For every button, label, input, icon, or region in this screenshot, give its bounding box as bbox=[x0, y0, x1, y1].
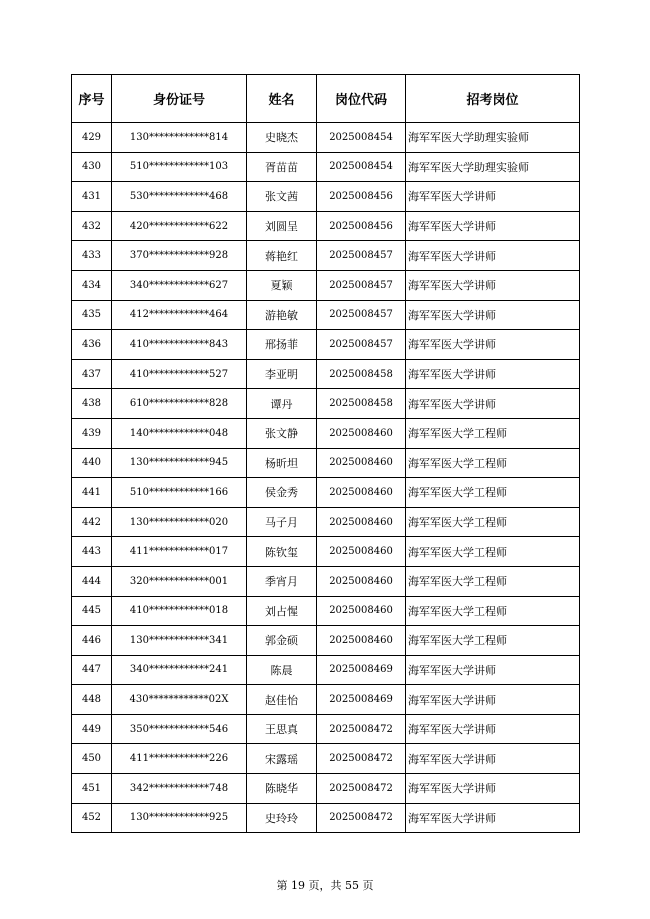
header-position-code: 岗位代码 bbox=[317, 75, 406, 123]
cell-seq: 434 bbox=[72, 270, 112, 300]
cell-id-number: 130************341 bbox=[112, 626, 247, 656]
header-name: 姓名 bbox=[247, 75, 317, 123]
cell-position-code: 2025008457 bbox=[317, 300, 406, 330]
cell-position: 海军军医大学讲师 bbox=[406, 744, 580, 774]
cell-id-number: 411************226 bbox=[112, 744, 247, 774]
table-row bbox=[72, 152, 580, 182]
cell-seq: 437 bbox=[72, 359, 112, 389]
cell-seq: 451 bbox=[72, 774, 112, 804]
cell-position-code: 2025008457 bbox=[317, 270, 406, 300]
cell-position: 海军军医大学讲师 bbox=[406, 211, 580, 241]
cell-position: 海军军医大学讲师 bbox=[406, 359, 580, 389]
table-row bbox=[72, 507, 580, 537]
cell-seq: 433 bbox=[72, 241, 112, 271]
table-body bbox=[72, 123, 580, 833]
cell-id-number: 510************103 bbox=[112, 152, 247, 182]
cell-name: 史玲玲 bbox=[247, 803, 317, 833]
table-row bbox=[72, 774, 580, 804]
cell-position: 海军军医大学工程师 bbox=[406, 626, 580, 656]
cell-position: 海军军医大学工程师 bbox=[406, 537, 580, 567]
cell-position-code: 2025008472 bbox=[317, 803, 406, 833]
cell-seq: 448 bbox=[72, 685, 112, 715]
table-header-row bbox=[72, 75, 580, 123]
cell-position: 海军军医大学助理实验师 bbox=[406, 152, 580, 182]
table-row bbox=[72, 596, 580, 626]
table-row bbox=[72, 448, 580, 478]
cell-position: 海军军医大学讲师 bbox=[406, 330, 580, 360]
cell-seq: 445 bbox=[72, 596, 112, 626]
cell-position-code: 2025008469 bbox=[317, 655, 406, 685]
cell-name: 郭金硕 bbox=[247, 626, 317, 656]
page-footer: 第 19 页，共 55 页 bbox=[276, 879, 374, 892]
cell-seq: 435 bbox=[72, 300, 112, 330]
cell-id-number: 510************166 bbox=[112, 478, 247, 508]
cell-position: 海军军医大学讲师 bbox=[406, 714, 580, 744]
cell-id-number: 130************814 bbox=[112, 123, 247, 153]
cell-seq: 444 bbox=[72, 566, 112, 596]
cell-name: 刘占惺 bbox=[247, 596, 317, 626]
cell-position-code: 2025008472 bbox=[317, 744, 406, 774]
cell-position-code: 2025008460 bbox=[317, 448, 406, 478]
header-id-number: 身份证号 bbox=[112, 75, 247, 123]
cell-position: 海军军医大学讲师 bbox=[406, 389, 580, 419]
cell-position-code: 2025008460 bbox=[317, 418, 406, 448]
cell-name: 游艳敏 bbox=[247, 300, 317, 330]
cell-position: 海军军医大学工程师 bbox=[406, 566, 580, 596]
cell-position-code: 2025008460 bbox=[317, 626, 406, 656]
cell-id-number: 610************828 bbox=[112, 389, 247, 419]
cell-seq: 430 bbox=[72, 152, 112, 182]
cell-seq: 440 bbox=[72, 448, 112, 478]
cell-name: 李亚明 bbox=[247, 359, 317, 389]
cell-name: 宋露瑶 bbox=[247, 744, 317, 774]
cell-name: 胥苗苗 bbox=[247, 152, 317, 182]
cell-position-code: 2025008460 bbox=[317, 507, 406, 537]
table-row bbox=[72, 803, 580, 833]
cell-name: 陈晓华 bbox=[247, 774, 317, 804]
cell-name: 赵佳怡 bbox=[247, 685, 317, 715]
cell-position: 海军军医大学助理实验师 bbox=[406, 123, 580, 153]
cell-position-code: 2025008472 bbox=[317, 774, 406, 804]
cell-name: 季宵月 bbox=[247, 566, 317, 596]
cell-position-code: 2025008458 bbox=[317, 389, 406, 419]
cell-seq: 442 bbox=[72, 507, 112, 537]
cell-seq: 450 bbox=[72, 744, 112, 774]
candidate-table bbox=[71, 74, 580, 833]
header-position: 招考岗位 bbox=[406, 75, 580, 123]
cell-seq: 449 bbox=[72, 714, 112, 744]
cell-id-number: 130************925 bbox=[112, 803, 247, 833]
cell-name: 马子月 bbox=[247, 507, 317, 537]
cell-id-number: 140************048 bbox=[112, 418, 247, 448]
cell-name: 王思真 bbox=[247, 714, 317, 744]
cell-name: 夏颖 bbox=[247, 270, 317, 300]
cell-position: 海军军医大学工程师 bbox=[406, 596, 580, 626]
cell-id-number: 130************020 bbox=[112, 507, 247, 537]
table-row bbox=[72, 300, 580, 330]
cell-position: 海军军医大学工程师 bbox=[406, 507, 580, 537]
cell-id-number: 350************546 bbox=[112, 714, 247, 744]
cell-id-number: 342************748 bbox=[112, 774, 247, 804]
cell-position-code: 2025008454 bbox=[317, 152, 406, 182]
cell-id-number: 410************527 bbox=[112, 359, 247, 389]
cell-position-code: 2025008456 bbox=[317, 211, 406, 241]
cell-position: 海军军医大学讲师 bbox=[406, 241, 580, 271]
table-row bbox=[72, 685, 580, 715]
table-row bbox=[72, 359, 580, 389]
table-row bbox=[72, 182, 580, 212]
cell-position-code: 2025008460 bbox=[317, 596, 406, 626]
cell-id-number: 130************945 bbox=[112, 448, 247, 478]
cell-name: 陈钦玺 bbox=[247, 537, 317, 567]
table-row bbox=[72, 537, 580, 567]
table-row bbox=[72, 714, 580, 744]
cell-seq: 441 bbox=[72, 478, 112, 508]
cell-position-code: 2025008460 bbox=[317, 478, 406, 508]
cell-id-number: 530************468 bbox=[112, 182, 247, 212]
cell-name: 张文茜 bbox=[247, 182, 317, 212]
cell-position: 海军军医大学讲师 bbox=[406, 655, 580, 685]
cell-seq: 431 bbox=[72, 182, 112, 212]
header-seq: 序号 bbox=[72, 75, 112, 123]
cell-position-code: 2025008460 bbox=[317, 566, 406, 596]
cell-id-number: 320************001 bbox=[112, 566, 247, 596]
cell-position: 海军军医大学讲师 bbox=[406, 182, 580, 212]
table-row bbox=[72, 566, 580, 596]
cell-seq: 443 bbox=[72, 537, 112, 567]
cell-position-code: 2025008456 bbox=[317, 182, 406, 212]
cell-id-number: 412************464 bbox=[112, 300, 247, 330]
cell-seq: 447 bbox=[72, 655, 112, 685]
cell-id-number: 340************627 bbox=[112, 270, 247, 300]
cell-seq: 439 bbox=[72, 418, 112, 448]
cell-id-number: 340************241 bbox=[112, 655, 247, 685]
cell-name: 邢扬菲 bbox=[247, 330, 317, 360]
cell-seq: 429 bbox=[72, 123, 112, 153]
cell-position: 海军军医大学讲师 bbox=[406, 270, 580, 300]
table-row bbox=[72, 270, 580, 300]
cell-position-code: 2025008457 bbox=[317, 241, 406, 271]
cell-position: 海军军医大学工程师 bbox=[406, 448, 580, 478]
table-row bbox=[72, 123, 580, 153]
table-row bbox=[72, 655, 580, 685]
cell-seq: 438 bbox=[72, 389, 112, 419]
cell-position-code: 2025008457 bbox=[317, 330, 406, 360]
cell-seq: 452 bbox=[72, 803, 112, 833]
cell-id-number: 420************622 bbox=[112, 211, 247, 241]
cell-name: 陈晨 bbox=[247, 655, 317, 685]
cell-name: 刘圆呈 bbox=[247, 211, 317, 241]
cell-id-number: 411************017 bbox=[112, 537, 247, 567]
table-row bbox=[72, 389, 580, 419]
cell-id-number: 430************02X bbox=[112, 685, 247, 715]
table-row bbox=[72, 478, 580, 508]
cell-id-number: 410************843 bbox=[112, 330, 247, 360]
cell-position: 海军军医大学工程师 bbox=[406, 478, 580, 508]
table-row bbox=[72, 626, 580, 656]
table-row bbox=[72, 744, 580, 774]
cell-seq: 436 bbox=[72, 330, 112, 360]
table-row bbox=[72, 418, 580, 448]
cell-name: 谭丹 bbox=[247, 389, 317, 419]
cell-name: 史晓杰 bbox=[247, 123, 317, 153]
cell-name: 张文静 bbox=[247, 418, 317, 448]
cell-position: 海军军医大学讲师 bbox=[406, 300, 580, 330]
cell-seq: 446 bbox=[72, 626, 112, 656]
cell-position: 海军军医大学讲师 bbox=[406, 685, 580, 715]
cell-seq: 432 bbox=[72, 211, 112, 241]
cell-position-code: 2025008460 bbox=[317, 537, 406, 567]
cell-position: 海军军医大学讲师 bbox=[406, 803, 580, 833]
cell-position: 海军军医大学讲师 bbox=[406, 774, 580, 804]
cell-position-code: 2025008472 bbox=[317, 714, 406, 744]
cell-id-number: 370************928 bbox=[112, 241, 247, 271]
cell-position: 海军军医大学工程师 bbox=[406, 418, 580, 448]
cell-name: 杨昕坦 bbox=[247, 448, 317, 478]
cell-position-code: 2025008458 bbox=[317, 359, 406, 389]
table-row bbox=[72, 241, 580, 271]
cell-position-code: 2025008454 bbox=[317, 123, 406, 153]
table-row bbox=[72, 330, 580, 360]
cell-position-code: 2025008469 bbox=[317, 685, 406, 715]
table-row bbox=[72, 211, 580, 241]
cell-name: 侯金秀 bbox=[247, 478, 317, 508]
cell-id-number: 410************018 bbox=[112, 596, 247, 626]
cell-name: 蒋艳红 bbox=[247, 241, 317, 271]
